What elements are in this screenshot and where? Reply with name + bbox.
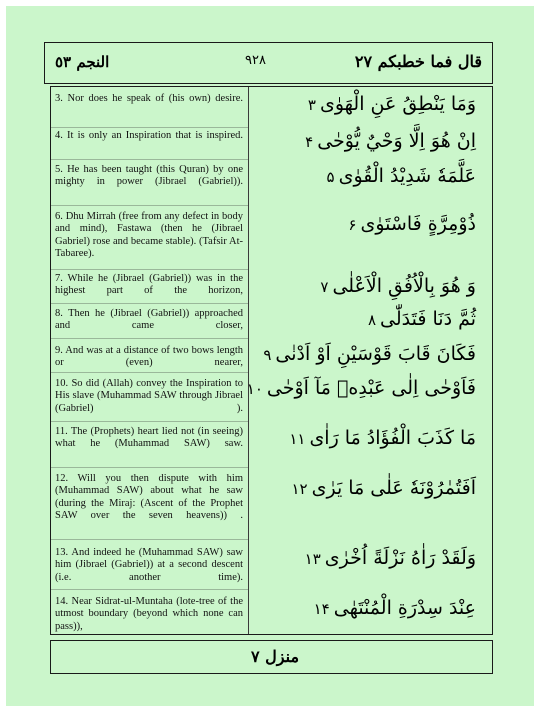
page-number: ٩٢٨ [245,53,266,68]
translation-8: 8. Then he (Jibrael (Gabriel)) approached and came closer, [55,308,243,332]
translation-7: 7. While he (Jibrael (Gabriel)) was in the highest part of the horizon, [55,273,243,297]
translation-5: 5. He has been taught (this Quran) by one mighty in power (Jibrael (Gabriel)). [55,164,243,188]
row-separator [51,303,248,304]
arabic-text: وَ هُوَ بِالْاُفُقِ الْاَعْلٰى [332,275,476,297]
arabic-text: فَاَوْحٰى اِلٰى عَبْدِهٖ مَآ اَوْحٰى [266,377,476,399]
arabic-text: ذُوْمِرَّةٍ فَاسْتَوٰى [360,213,476,235]
ayah-marker: ۱۰ [246,380,263,398]
arabic-verse-13 [305,547,476,569]
arabic-text: وَلَقَدْ رَاٰهُ نَزْلَةً اُخْرٰى [324,547,476,569]
arabic-text: وَمَا يَنْطِقُ عَنِ الْهَوٰى [319,93,476,115]
arabic-verse-4 [305,130,476,152]
ayah-marker: ۸ [367,311,377,329]
surah-label: النجم ٥٣ [55,53,110,71]
arabic-verse-3 [308,93,476,115]
row-separator [51,421,248,422]
arabic-verse-10 [247,377,476,399]
translation-3: 3. Nor does he speak of (his own) desire. [55,93,243,104]
arabic-verse-7 [320,275,476,297]
row-separator [51,372,248,373]
row-separator [51,539,248,540]
page-footer [50,640,493,674]
translation-14: 14. Near Sidrat-ul-Muntaha (lote-tree of the utmost boundary (beyond which none can pass)), [55,596,243,632]
row-separator [51,159,248,160]
translation-10: 10. So did (Allah) convey the Inspiration to His slave (Muhammad SAW through Jibrael (Gabriel) ). [55,378,243,414]
ayah-marker: ۱۱ [289,430,306,448]
arabic-text: اَفَتُمٰرُوْنَهٗ عَلٰى مَا يَرٰى [311,477,476,499]
row-separator [51,467,248,468]
arabic-text: فَكَانَ قَابَ قَوْسَيْنِ اَوْ اَدْنٰى [275,343,476,365]
ayah-marker: ۱۲ [291,480,308,498]
ayah-marker: ۴ [305,133,314,151]
ayah-marker: ۳ [307,96,316,114]
arabic-verse-6 [348,213,476,235]
row-separator [51,338,248,339]
row-separator [51,205,248,206]
row-separator [51,269,248,270]
column-divider [248,87,249,634]
translation-11: 11. The (Prophets) heart lied not (in seeing) what he (Muhammad SAW) saw. [55,426,243,450]
ayah-marker: ۱۴ [313,600,330,618]
verses-panel [50,86,493,635]
ayah-marker: ۹ [263,346,272,364]
arabic-verse-8 [368,308,476,330]
arabic-text: ثُمَّ دَنَا فَتَدَلّٰى [380,308,476,330]
arabic-text: اِنْ هُوَ اِلَّا وَحْيٌ يُّوْحٰى [317,130,476,152]
ayah-marker: ۷ [320,278,329,296]
translation-12: 12. Will you then dispute with him (Muhammad SAW) about what he saw (during the Miraj: (Ascent of the Prophet SAW over the seven heavens)) . [55,473,243,521]
arabic-verse-5 [327,165,476,187]
juz-label: قال فما خطبكم ٢٧ [354,52,482,71]
page-header [44,42,493,84]
arabic-verse-14 [314,597,476,619]
ayah-marker: ۶ [348,216,357,234]
arabic-verse-9 [263,343,476,365]
arabic-text: مَا كَذَبَ الْفُؤَادُ مَا رَاٰى [309,427,476,449]
translation-13: 13. And indeed he (Muhammad SAW) saw him (Jibrael (Gabriel)) at a second descent (i.e. another time). [55,547,243,583]
arabic-text: عِنْدَ سِدْرَةِ الْمُنْتَهٰى [333,597,476,619]
row-separator [51,127,248,128]
arabic-text: عَلَّمَهٗ شَدِيْدُ الْقُوٰى [338,165,476,187]
arabic-verse-12 [291,477,476,499]
ayah-marker: ۱۳ [304,550,321,568]
ayah-marker: ۵ [326,168,335,186]
translation-4: 4. It is only an Inspiration that is inspired. [55,130,243,141]
translation-6: 6. Dhu Mirrah (free from any defect in body and mind), Fastawa (then he (Jibrael Gabriel) rose and became stable). (Tafsir At-Tabaree). [55,211,243,259]
row-separator [51,589,248,590]
manzil-label: منزل ۷ [251,647,300,666]
translation-9: 9. And was at a distance of two bows length or (even) nearer, [55,345,243,369]
arabic-verse-11 [289,427,476,449]
